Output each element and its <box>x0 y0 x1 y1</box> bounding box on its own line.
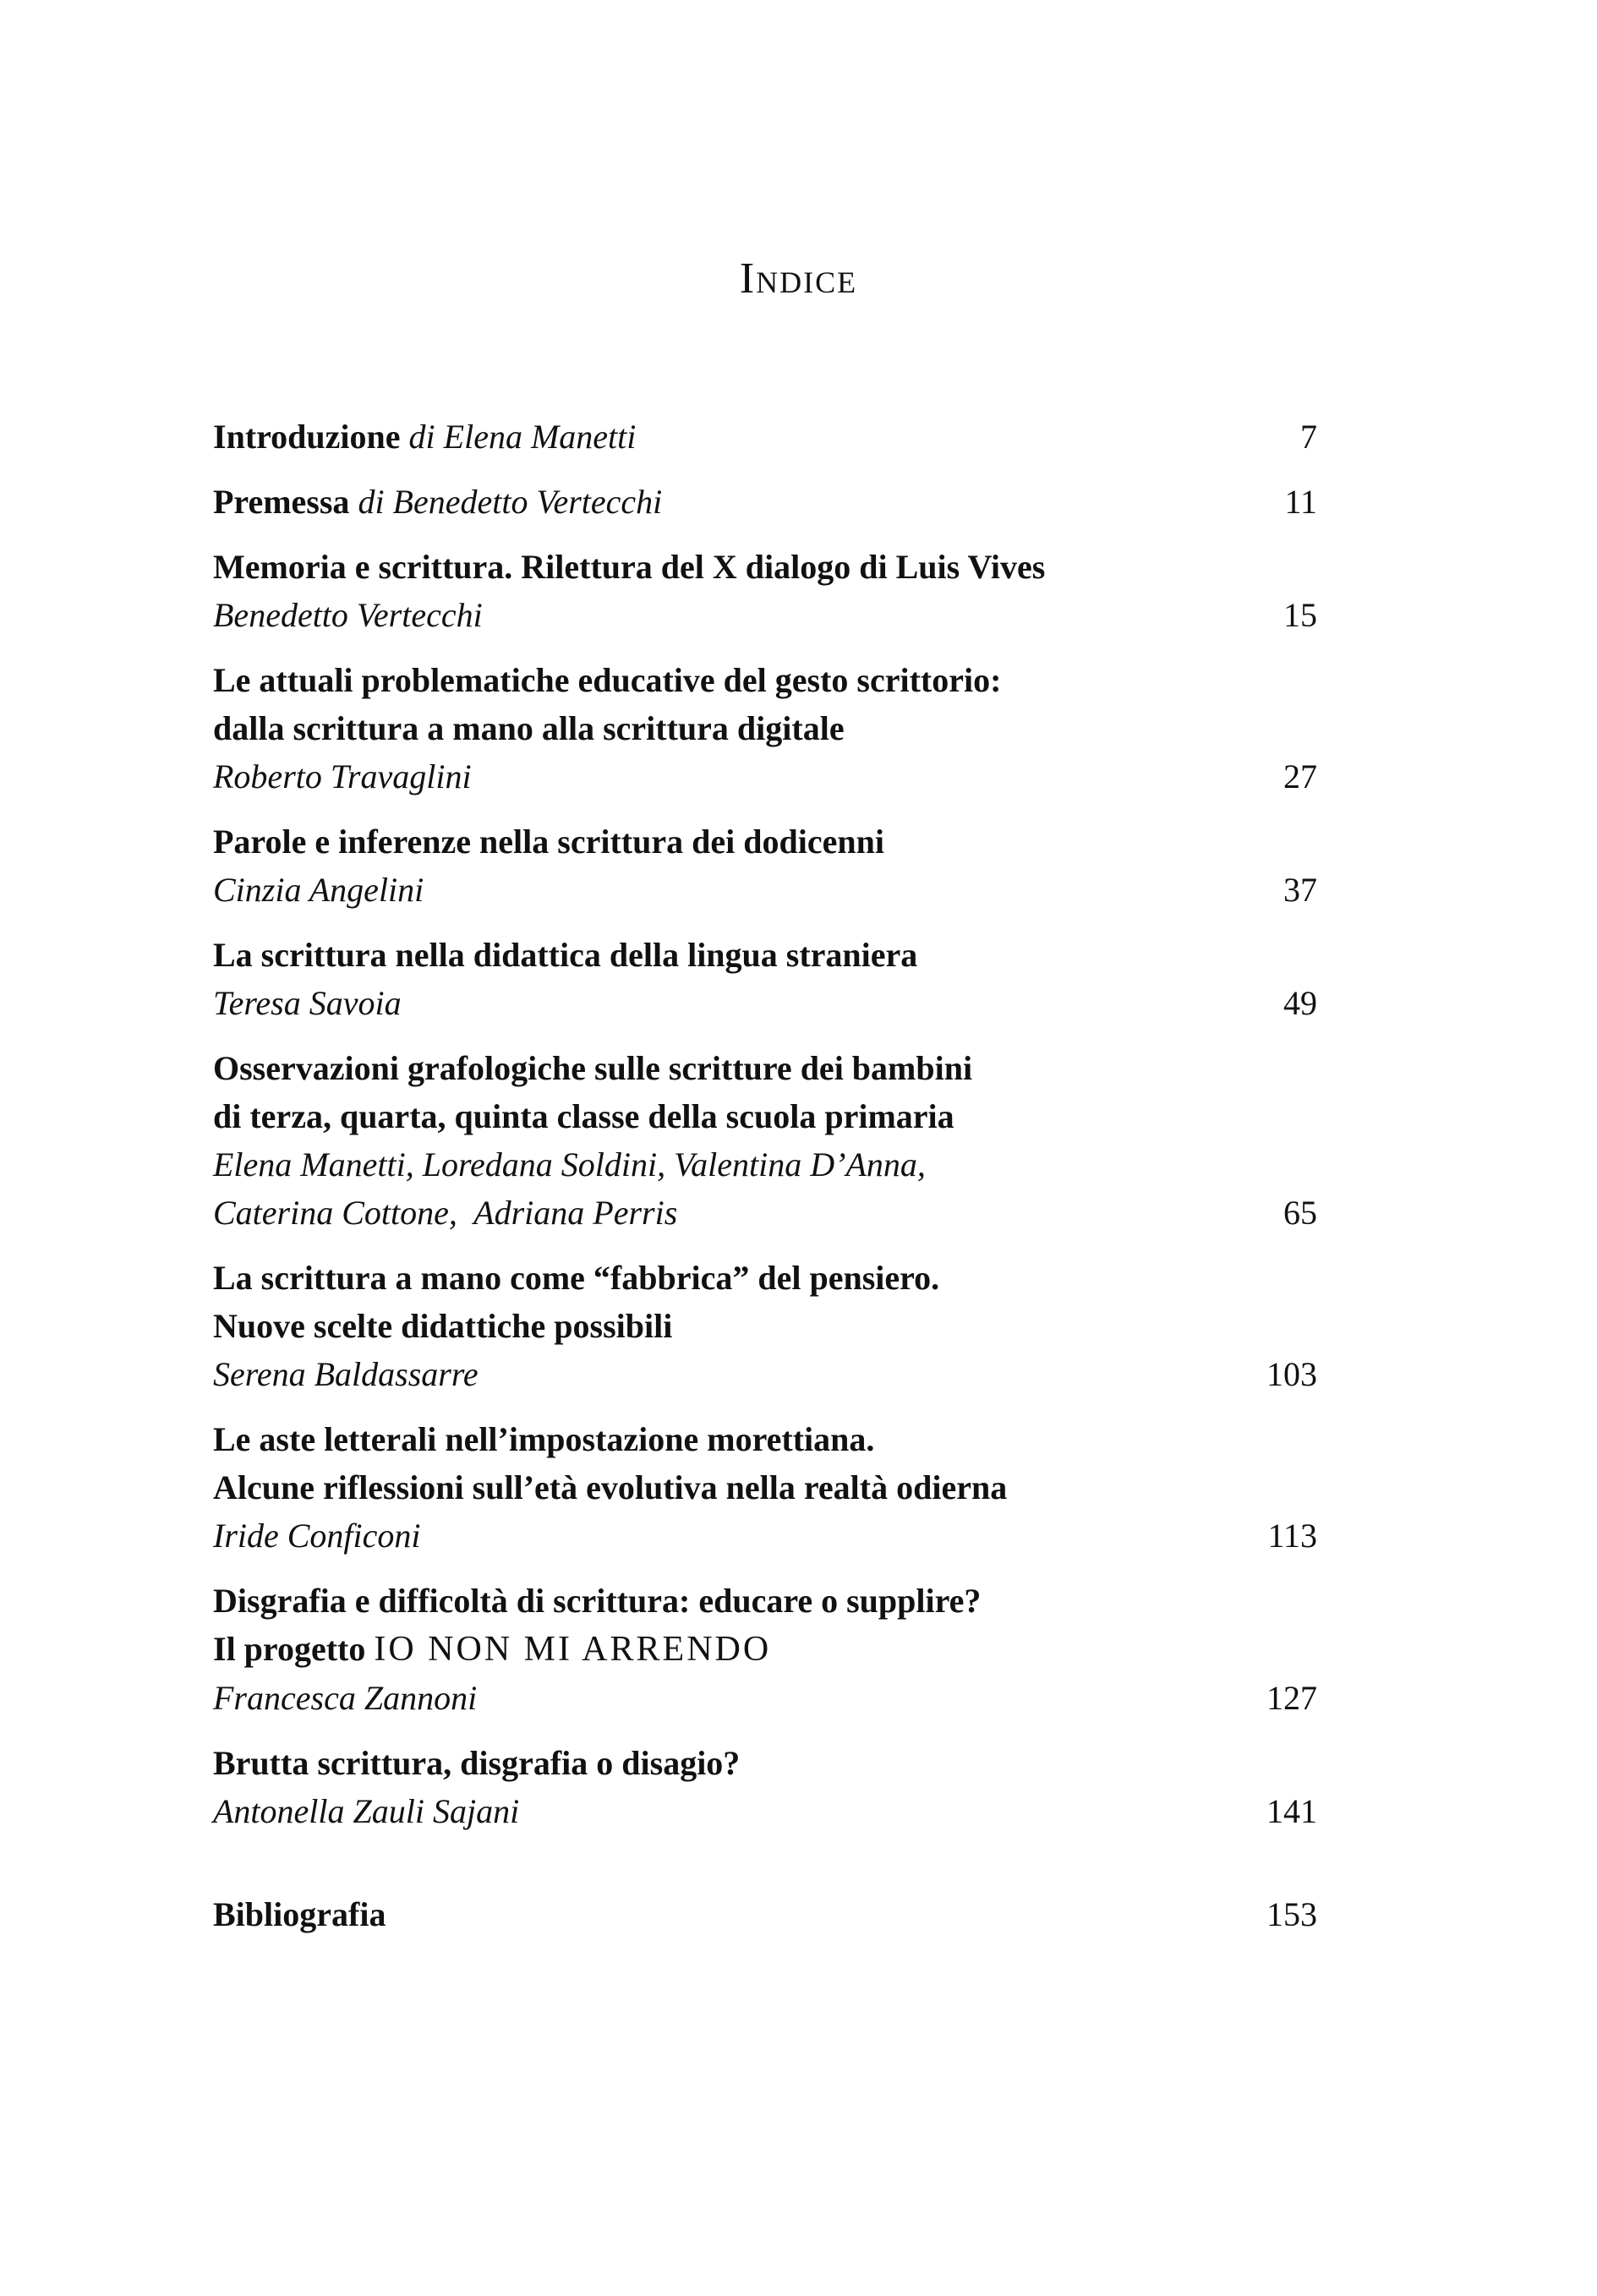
toc-entry[interactable] <box>213 1044 1317 1237</box>
toc-line <box>213 656 1317 704</box>
toc-line <box>213 1674 1317 1722</box>
toc-line <box>213 1463 1317 1512</box>
entry-title: La scrittura a mano come “fabbrica” del pensiero. <box>213 1259 940 1297</box>
entry-author: di Elena Manetti <box>408 418 637 456</box>
entry-title: Disgrafia e difficoltà di scrittura: educare o supplire? <box>213 1582 982 1620</box>
toc-line <box>213 704 1317 752</box>
entry-title-with-caps <box>213 1625 771 1674</box>
entry-author: di Benedetto Vertecchi <box>358 483 663 521</box>
entry-title: Le aste letterali nell’impostazione morettiana. <box>213 1420 875 1458</box>
toc-entry-premessa[interactable] <box>213 478 1317 526</box>
toc-entry[interactable] <box>213 817 1317 914</box>
toc-line <box>213 1140 1317 1189</box>
entry-author: Caterina Cottone, Adriana Perris <box>213 1194 678 1232</box>
entry-author: Antonella Zauli Sajani <box>213 1792 520 1830</box>
entry-title: Memoria e scrittura. Rilettura del X dialogo di Luis Vives <box>213 548 1046 586</box>
entry-title: di terza, quarta, quinta classe della scuola primaria <box>213 1097 954 1135</box>
page-number: 7 <box>1300 418 1317 456</box>
toc-entry[interactable] <box>213 1739 1317 1835</box>
toc-line <box>213 1512 1317 1560</box>
toc-line <box>213 1415 1317 1463</box>
section-spacer <box>213 1852 1317 1890</box>
entry-heading <box>213 478 662 526</box>
entry-author: Francesca Zannoni <box>213 1679 478 1717</box>
entry-title: Premessa <box>213 483 350 521</box>
toc-entry[interactable] <box>213 543 1317 639</box>
entry-author: Benedetto Vertecchi <box>213 596 483 634</box>
toc-line <box>213 591 1317 639</box>
entry-title: Bibliografia <box>213 1895 386 1933</box>
toc-entry[interactable] <box>213 1577 1317 1722</box>
toc-line <box>213 979 1317 1027</box>
toc-line <box>213 1254 1317 1302</box>
entry-title: Le attuali problematiche educative del gesto scrittorio: <box>213 661 1002 699</box>
page-number: 127 <box>1266 1679 1317 1717</box>
entry-author: Elena Manetti, Loredana Soldini, Valentina D’Anna, <box>213 1145 926 1184</box>
page-number: 141 <box>1266 1792 1317 1830</box>
toc-entry-bibliografia[interactable] <box>213 1890 1317 1938</box>
page-number: 37 <box>1283 871 1317 909</box>
page-number: 11 <box>1284 483 1317 521</box>
page-number: 49 <box>1283 984 1317 1022</box>
page-number: 153 <box>1266 1895 1317 1933</box>
toc-line <box>213 1739 1317 1787</box>
table-of-contents <box>213 413 1317 1955</box>
toc-line <box>213 752 1317 801</box>
toc-entry[interactable] <box>213 656 1317 801</box>
toc-line <box>213 1890 1317 1938</box>
page-title: Indice <box>739 254 858 303</box>
page-number: 15 <box>1283 596 1317 634</box>
entry-author: Roberto Travaglini <box>213 757 472 795</box>
entry-title: Alcune riflessioni sull’età evolutiva nella realtà odierna <box>213 1468 1008 1506</box>
toc-line <box>213 1302 1317 1350</box>
toc-entry[interactable] <box>213 931 1317 1027</box>
toc-entry[interactable] <box>213 1254 1317 1398</box>
page-number: 27 <box>1283 757 1317 795</box>
toc-line <box>213 1044 1317 1092</box>
entry-title: Brutta scrittura, disgrafia o disagio? <box>213 1744 741 1782</box>
entry-title: dalla scrittura a mano alla scrittura digitale <box>213 709 845 747</box>
project-name: IO NON MI ARRENDO <box>374 1630 772 1669</box>
toc-line <box>213 1350 1317 1398</box>
toc-line <box>213 1189 1317 1237</box>
toc-line <box>213 1787 1317 1835</box>
toc-line <box>213 1625 1317 1674</box>
page-number: 113 <box>1267 1517 1317 1555</box>
page-number: 65 <box>1283 1194 1317 1232</box>
entry-title: Osservazioni grafologiche sulle scritture dei bambini <box>213 1049 973 1087</box>
page-number: 103 <box>1266 1355 1317 1393</box>
toc-line <box>213 478 1317 526</box>
entry-title: La scrittura nella didattica della lingua straniera <box>213 936 918 974</box>
toc-line <box>213 413 1317 461</box>
toc-line <box>213 866 1317 914</box>
toc-line <box>213 1092 1317 1140</box>
entry-title: Il progetto <box>213 1630 366 1668</box>
toc-entry[interactable] <box>213 1415 1317 1560</box>
entry-title: Parole e inferenze nella scrittura dei dodicenni <box>213 823 884 861</box>
entry-author: Cinzia Angelini <box>213 871 424 909</box>
toc-entry-introduzione[interactable] <box>213 413 1317 461</box>
toc-line <box>213 817 1317 866</box>
entry-author: Teresa Savoia <box>213 984 402 1022</box>
entry-heading <box>213 413 636 461</box>
entry-title: Introduzione <box>213 418 401 456</box>
entry-title: Nuove scelte didattiche possibili <box>213 1307 673 1345</box>
entry-author: Iride Conficoni <box>213 1517 421 1555</box>
toc-line <box>213 931 1317 979</box>
entry-author: Serena Baldassarre <box>213 1355 479 1393</box>
toc-line <box>213 543 1317 591</box>
toc-line <box>213 1577 1317 1625</box>
